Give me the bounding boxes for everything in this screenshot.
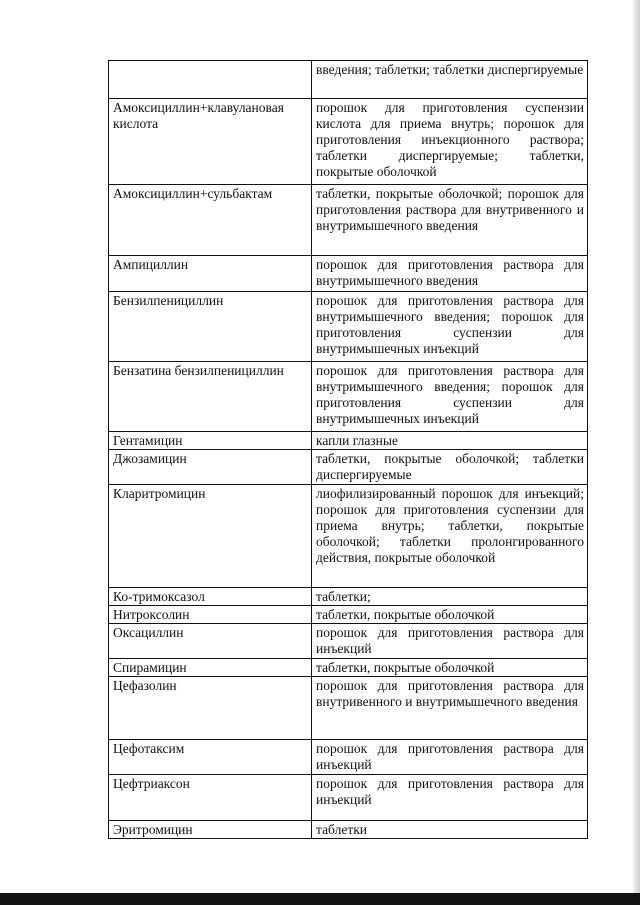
drug-name-cell: Оксациллин	[109, 624, 312, 659]
drug-name-cell: Цефазолин	[109, 677, 312, 740]
table-row	[109, 61, 588, 99]
table-row	[109, 588, 588, 606]
table-row	[109, 740, 588, 775]
dosage-form-cell: порошок для приготовления суспензии кислота для приема внутрь; порошок для приготовления инъекционного раствора; таблетки диспергируемые; таблетки, покрытые оболочкой	[312, 99, 588, 185]
dosage-form-cell: лиофилизированный порошок для инъекций; порошок для приготовления суспензии для приема внутрь; таблетки, покрытые оболочкой; таблетки пролонгированного действия, покрытые оболочкой	[312, 485, 588, 588]
dosage-form-cell: порошок для приготовления раствора для внутримышечного введения; порошок для приготовления суспензии для внутримышечных инъекций	[312, 292, 588, 362]
dosage-form-cell: таблетки	[312, 821, 588, 839]
dosage-form-cell: порошок для приготовления раствора для инъекций	[312, 740, 588, 775]
table-row	[109, 185, 588, 256]
table-row	[109, 256, 588, 292]
dosage-form-cell: порошок для приготовления раствора для внутримышечного введения	[312, 256, 588, 292]
scan-border-bar	[0, 893, 640, 905]
drug-name-cell: Эритромицин	[109, 821, 312, 839]
table-row	[109, 659, 588, 677]
page-edge-shadow	[633, 0, 640, 905]
table-row	[109, 606, 588, 624]
drug-name-cell: Кларитромицин	[109, 485, 312, 588]
dosage-form-cell: порошок для приготовления раствора для инъекций	[312, 624, 588, 659]
table-row	[109, 99, 588, 185]
drug-name-cell: Ампициллин	[109, 256, 312, 292]
drug-name-cell: Цефтриаксон	[109, 775, 312, 821]
drug-name-cell	[109, 61, 312, 99]
drug-name-cell: Амоксициллин+клавулановая кислота	[109, 99, 312, 185]
table-row	[109, 450, 588, 485]
table-row	[109, 432, 588, 450]
dosage-form-cell: введения; таблетки; таблетки диспергируемые	[312, 61, 588, 99]
dosage-form-cell: порошок для приготовления раствора для инъекций	[312, 775, 588, 821]
dosage-form-cell: таблетки;	[312, 588, 588, 606]
dosage-form-cell: таблетки, покрытые оболочкой; таблетки диспергируемые	[312, 450, 588, 485]
drug-name-cell: Спирамицин	[109, 659, 312, 677]
dosage-form-cell: таблетки, покрытые оболочкой; порошок для приготовления раствора для внутривенного и внутримышечного введения	[312, 185, 588, 256]
table-row	[109, 292, 588, 362]
drug-forms-table	[108, 60, 588, 839]
table-row	[109, 485, 588, 588]
drug-name-cell: Ко-тримоксазол	[109, 588, 312, 606]
table-row	[109, 821, 588, 839]
drug-name-cell: Цефотаксим	[109, 740, 312, 775]
dosage-form-cell: порошок для приготовления раствора для внутривенного и внутримышечного введения	[312, 677, 588, 740]
drug-name-cell: Амоксициллин+сульбактам	[109, 185, 312, 256]
dosage-form-cell: капли глазные	[312, 432, 588, 450]
dosage-form-cell: таблетки, покрытые оболочкой	[312, 659, 588, 677]
drug-name-cell: Бензилпенициллин	[109, 292, 312, 362]
table-row	[109, 677, 588, 740]
drug-name-cell: Гентамицин	[109, 432, 312, 450]
dosage-form-cell: порошок для приготовления раствора для внутримышечного введения; порошок для приготовления суспензии для внутримышечных инъекций	[312, 362, 588, 432]
table-row	[109, 624, 588, 659]
drug-name-cell: Нитроксолин	[109, 606, 312, 624]
dosage-form-cell: таблетки, покрытые оболочкой	[312, 606, 588, 624]
table-row	[109, 775, 588, 821]
table-row	[109, 362, 588, 432]
drug-name-cell: Бензатина бензилпенициллин	[109, 362, 312, 432]
drug-name-cell: Джозамицин	[109, 450, 312, 485]
